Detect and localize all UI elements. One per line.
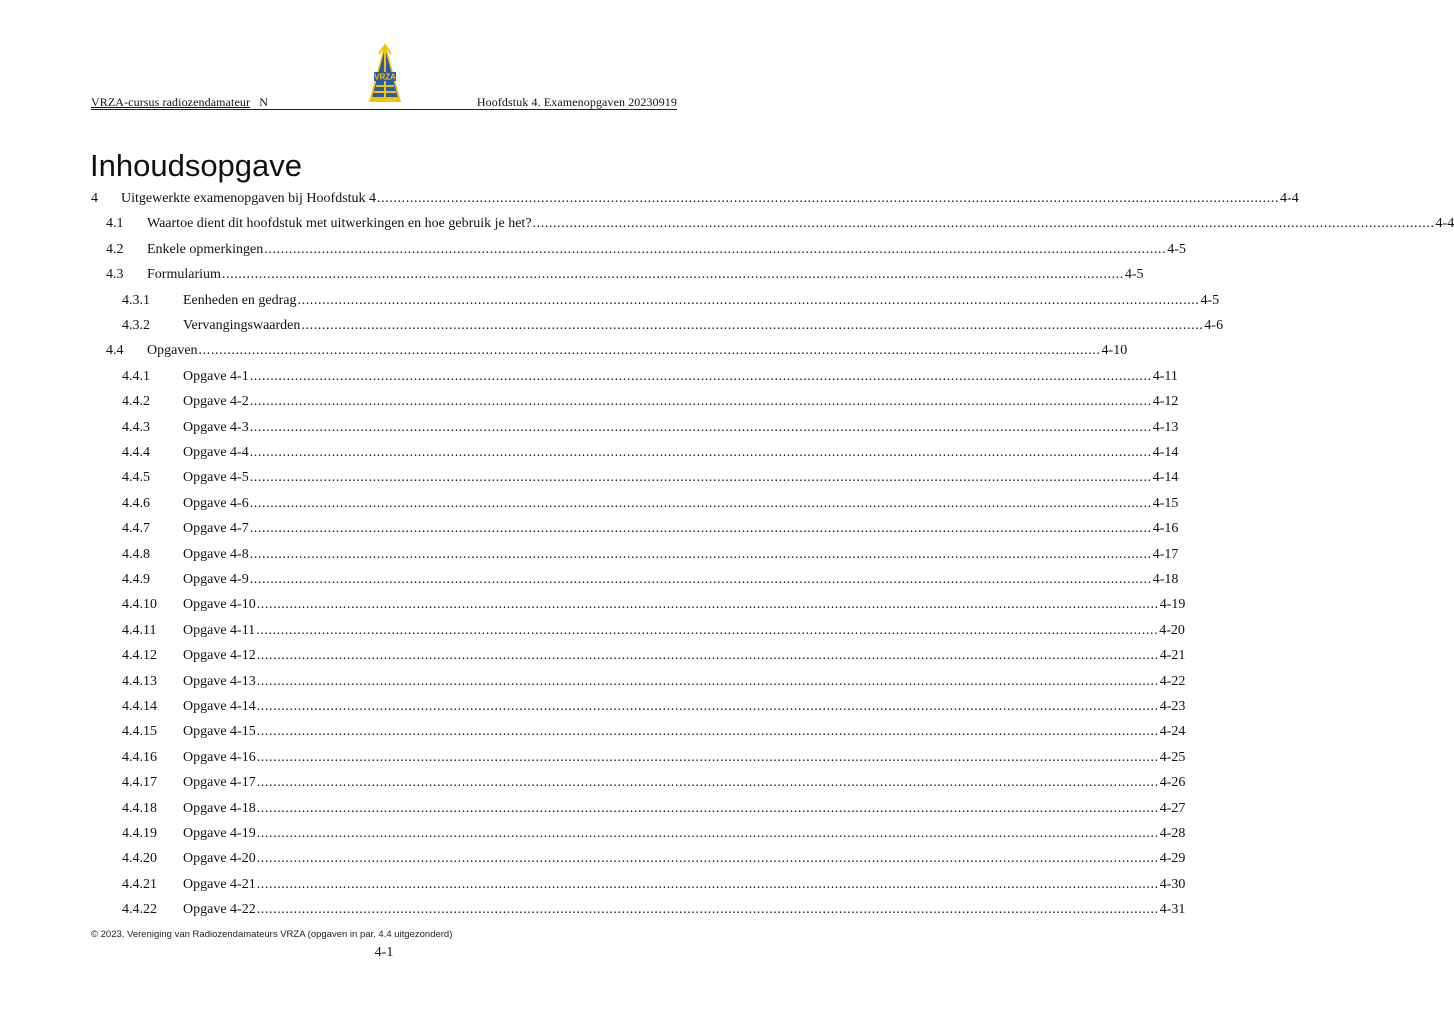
toc-entry-number: 4.4.7	[122, 521, 150, 537]
toc-entry-page: 4-5	[1167, 241, 1186, 257]
toc-entry[interactable]	[122, 467, 1179, 489]
toc-entry-title: Opgave 4-10	[183, 597, 256, 613]
toc-entry-page: 4-17	[1152, 546, 1179, 562]
toc-entry-number: 4.4.3	[122, 419, 150, 435]
toc-entry-page: 4-26	[1159, 775, 1186, 791]
toc-entry-number: 4	[91, 191, 98, 206]
toc-leader-dots: ............................................................................................................................................................................................................................	[256, 876, 1159, 892]
toc-entry-page: 4-29	[1159, 851, 1186, 867]
toc-entry-number: 4.4.14	[122, 699, 157, 714]
logo-text: VRZA	[374, 72, 396, 82]
toc-leader-dots: ............................................................................................................................................................................................................................	[256, 648, 1159, 664]
toc-entry[interactable]	[122, 518, 1179, 540]
toc-leader-dots: ............................................................................................................................................................................................................................	[532, 216, 1435, 232]
header-rule	[91, 109, 677, 110]
toc-leader-dots: ............................................................................................................................................................................................................................	[256, 749, 1159, 765]
toc-entry[interactable]	[122, 823, 1186, 845]
toc-entry-number: 4.4.21	[122, 876, 157, 892]
toc-entry-title: Opgave 4-3	[183, 419, 249, 435]
toc-entry-page: 4-25	[1159, 749, 1186, 765]
toc-leader-dots: ............................................................................................................................................................................................................................	[249, 419, 1152, 435]
toc-entry-title: Waartoe dient dit hoofdstuk met uitwerkingen en hoe gebruik je het?	[147, 216, 532, 232]
toc-leader-dots: ............................................................................................................................................................................................................................	[256, 597, 1159, 613]
toc-entry[interactable]	[122, 594, 1186, 616]
toc-entry-page: 4-10	[1101, 343, 1128, 359]
toc-entry[interactable]	[122, 747, 1186, 769]
toc-entry-title: Formularium	[147, 267, 221, 283]
toc-entry-number: 4.4.19	[122, 826, 157, 841]
toc-entry[interactable]	[122, 798, 1186, 820]
toc-entry-number: 4.3.2	[122, 318, 150, 333]
toc-entry-page: 4-14	[1152, 445, 1179, 460]
toc-entry[interactable]	[122, 899, 1186, 921]
toc-entry-number: 4.1	[106, 216, 124, 232]
toc-entry-page: 4-16	[1152, 521, 1179, 537]
toc-entry[interactable]	[122, 569, 1179, 591]
toc-entry[interactable]	[122, 620, 1185, 642]
toc-entry-title: Opgave 4-9	[183, 572, 249, 587]
toc-leader-dots: ............................................................................................................................................................................................................................	[256, 826, 1159, 841]
toc-entry-title: Opgave 4-14	[183, 699, 256, 714]
toc-entry-page: 4-13	[1152, 419, 1179, 435]
toc-entry-title: Opgave 4-2	[183, 394, 249, 410]
toc-entry-page: 4-18	[1152, 572, 1179, 587]
toc-entry-number: 4.4.22	[122, 902, 157, 918]
header-right: Hoofdstuk 4. Examenopgaven 20230919	[476, 95, 677, 109]
toc-entry-number: 4.4.6	[122, 495, 150, 511]
toc-entry-title: Opgave 4-19	[183, 826, 256, 841]
toc-entry-number: 4.4.18	[122, 800, 157, 816]
toc-entry-title: Opgave 4-18	[183, 800, 256, 816]
toc-entry[interactable]	[122, 290, 1220, 312]
toc-entry[interactable]	[122, 391, 1179, 413]
toc-entry-title: Opgave 4-20	[183, 851, 256, 867]
toc-entry-page: 4-19	[1159, 597, 1186, 613]
toc-entry-title: Vervangingswaarden	[183, 318, 301, 333]
toc-entry[interactable]	[122, 544, 1179, 566]
toc-entry-title: Opgave 4-15	[183, 724, 256, 740]
toc-leader-dots: ............................................................................................................................................................................................................................	[256, 724, 1159, 740]
toc-leader-dots: ............................................................................................................................................................................................................................	[249, 495, 1152, 511]
toc-entry-page: 4-5	[1124, 267, 1144, 283]
toc-leader-dots: ............................................................................................................................................................................................................................	[256, 800, 1159, 816]
toc-entry-title: Opgave 4-17	[183, 775, 256, 791]
toc-entry-title: Opgave 4-6	[183, 495, 249, 511]
toc-entry-title: Opgave 4-16	[183, 749, 256, 765]
toc-entry-number: 4.4.4	[122, 445, 150, 460]
toc-entry-title: Opgave 4-11	[183, 622, 256, 638]
toc-leader-dots: ............................................................................................................................................................................................................................	[264, 241, 1167, 257]
toc-entry-title: Enkele opmerkingen	[147, 241, 264, 257]
toc-entry[interactable]	[106, 239, 1186, 261]
toc-entry[interactable]	[122, 417, 1179, 439]
toc-entry-number: 4.4	[106, 343, 124, 359]
toc-leader-dots: ............................................................................................................................................................................................................................	[301, 318, 1204, 333]
vrza-logo	[368, 42, 402, 108]
toc-entry[interactable]	[106, 340, 1128, 362]
toc-leader-dots: ............................................................................................................................................................................................................................	[256, 851, 1159, 867]
toc-entry-page: 4-21	[1159, 648, 1186, 664]
toc-entry-number: 4.3.1	[122, 292, 150, 308]
toc-entry-number: 4.3	[106, 267, 124, 283]
toc-leader-dots: ............................................................................................................................................................................................................................	[256, 699, 1159, 714]
toc-entry[interactable]	[106, 213, 1454, 235]
toc-entry[interactable]	[122, 315, 1224, 337]
toc-leader-dots: ............................................................................................................................................................................................................................	[256, 622, 1159, 638]
footer-copyright: © 2023, Vereniging van Radiozendamateurs VRZA (opgaven in par. 4.4 uitgezonderd)	[91, 929, 453, 940]
toc-entry[interactable]	[122, 721, 1186, 743]
toc-entry-number: 4.4.8	[122, 546, 150, 562]
toc-entry-number: 4.4.17	[122, 775, 157, 791]
page-title: Inhoudsopgave	[90, 148, 303, 183]
toc-entry-number: 4.4.16	[122, 749, 157, 765]
toc-entry-title: Opgave 4-5	[183, 470, 249, 486]
toc-leader-dots: ............................................................................................................................................................................................................................	[249, 394, 1152, 410]
toc-entry-title: Opgave 4-13	[183, 673, 256, 689]
toc-entry-page: 4-22	[1159, 673, 1186, 689]
toc-entry-page: 4-31	[1159, 902, 1186, 918]
toc-entry-page: 4-11	[1152, 368, 1178, 384]
toc-entry-title: Opgave 4-4	[183, 445, 249, 460]
toc-entry-page: 4-20	[1159, 622, 1185, 638]
toc-entry-page: 4-14	[1152, 470, 1179, 486]
toc-leader-dots: ............................................................................................................................................................................................................................	[249, 572, 1152, 587]
toc-entry-number: 4.4.15	[122, 724, 157, 740]
toc-entry-number: 4.4.2	[122, 394, 150, 410]
toc-entry[interactable]	[122, 671, 1186, 693]
toc-entry-number: 4.4.1	[122, 368, 150, 384]
toc-entry-number: 4.4.13	[122, 673, 157, 689]
toc-leader-dots: ............................................................................................................................................................................................................................	[249, 470, 1152, 486]
toc-entry[interactable]	[106, 264, 1144, 286]
toc-entry-number: 4.2	[106, 241, 124, 257]
toc-entry-number: 4.4.11	[122, 622, 157, 638]
toc-entry-title: Eenheden en gedrag	[183, 292, 297, 308]
toc-entry-page: 4-23	[1159, 699, 1186, 714]
header-course-suffix: N	[259, 95, 268, 109]
toc-entry[interactable]	[122, 645, 1186, 667]
toc-entry[interactable]	[122, 442, 1179, 464]
toc-entry-page: 4-5	[1200, 292, 1220, 308]
toc-leader-dots: ............................................................................................................................................................................................................................	[249, 368, 1152, 384]
toc-entry-page: 4-6	[1204, 318, 1224, 333]
toc-entry-title: Opgave 4-8	[183, 546, 249, 562]
toc-entry-page: 4-30	[1159, 876, 1186, 892]
toc-entry[interactable]	[122, 772, 1186, 794]
toc-entry-page: 4-12	[1152, 394, 1179, 410]
toc-leader-dots: ............................................................................................................................................................................................................................	[256, 673, 1159, 689]
toc-entry-title: Opgave 4-1	[183, 368, 249, 384]
toc-entry-page: 4-27	[1159, 800, 1186, 816]
toc-leader-dots: ............................................................................................................................................................................................................................	[249, 445, 1152, 460]
footer-page-number: 4-1	[374, 945, 394, 960]
toc-leader-dots: ............................................................................................................................................................................................................................	[198, 343, 1101, 359]
toc-entry[interactable]	[122, 874, 1186, 896]
toc-leader-dots: ............................................................................................................................................................................................................................	[297, 292, 1200, 308]
toc-entry-number: 4.4.9	[122, 572, 150, 587]
toc-entry[interactable]	[122, 696, 1186, 718]
toc-leader-dots: ............................................................................................................................................................................................................................	[221, 267, 1124, 283]
toc-entry-page: 4-4	[1280, 191, 1299, 206]
toc-entry[interactable]	[122, 493, 1179, 515]
toc-entry-page: 4-28	[1159, 826, 1186, 841]
toc-entry-number: 4.4.20	[122, 851, 157, 867]
toc-entry-title: Opgaven	[147, 343, 198, 359]
toc-entry-title: Opgave 4-22	[183, 902, 256, 918]
toc-entry-page: 4-15	[1152, 495, 1179, 511]
toc-leader-dots: ............................................................................................................................................................................................................................	[249, 546, 1152, 562]
toc-leader-dots: ............................................................................................................................................................................................................................	[249, 521, 1152, 537]
toc-entry[interactable]	[91, 188, 1299, 210]
toc-entry[interactable]	[122, 366, 1178, 388]
header-course: VRZA-cursus radiozendamateur	[91, 95, 251, 109]
toc-entry-title: Opgave 4-12	[183, 648, 256, 664]
toc-entry-title: Opgave 4-7	[183, 521, 249, 537]
toc-entry-title: Opgave 4-21	[183, 876, 256, 892]
toc-entry-page: 4-4	[1435, 216, 1454, 232]
toc-entry-number: 4.4.12	[122, 648, 157, 664]
toc-leader-dots: ............................................................................................................................................................................................................................	[256, 902, 1159, 918]
toc-leader-dots: ............................................................................................................................................................................................................................	[377, 191, 1280, 206]
toc-entry[interactable]	[122, 848, 1186, 870]
toc-entry-number: 4.4.10	[122, 597, 157, 613]
toc-entry-number: 4.4.5	[122, 470, 150, 486]
toc-entry-title: Uitgewerkte examenopgaven bij Hoofdstuk 4	[121, 191, 377, 206]
toc-entry-page: 4-24	[1159, 724, 1186, 740]
header-left	[91, 95, 268, 109]
toc-leader-dots: ............................................................................................................................................................................................................................	[256, 775, 1159, 791]
